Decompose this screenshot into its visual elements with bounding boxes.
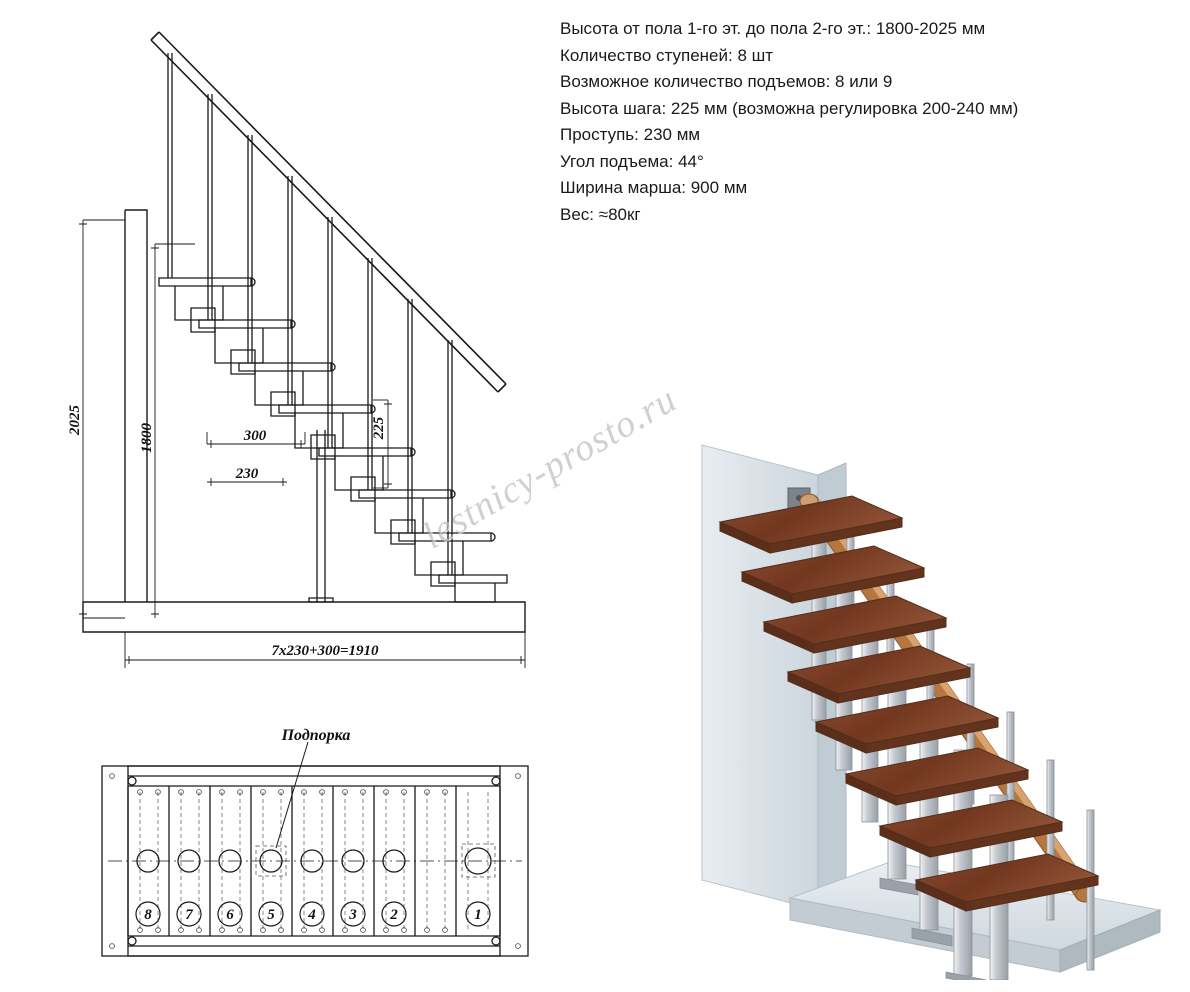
wall-line — [125, 210, 147, 602]
spec-line-width: Ширина марша: 900 мм — [560, 178, 748, 197]
callout-label-podporka: Подпорка — [281, 727, 351, 744]
floor-slab — [83, 602, 525, 632]
dim-run: 7x230+300=1910 — [271, 643, 379, 659]
elevation-drawing — [55, 20, 555, 710]
dim-riser: 225 — [371, 416, 387, 440]
spec-line-riser-height: Высота шага: 225 мм (возможна регулировка 200-240 мм) — [560, 98, 1019, 118]
dim-floor-height: 1800 — [139, 423, 155, 453]
plan-step-number: 6 — [226, 907, 234, 923]
specifications-block — [560, 16, 1180, 228]
spec-line-weight: Вес: ≈80кг — [560, 204, 641, 224]
spec-line-risers: Возможное количество подъемов: 8 или 9 — [560, 72, 893, 91]
spec-line-height: Высота от пола 1-го эт. до пола 2-го эт.: 1800-2025 мм — [560, 19, 986, 38]
plan-step-number: 7 — [185, 907, 193, 923]
dim-first-going: 300 — [243, 428, 267, 444]
dim-total-height: 2025 — [67, 405, 83, 435]
isometric-render — [640, 250, 1180, 980]
dim-going: 230 — [235, 466, 259, 482]
plan-step-number: 5 — [267, 907, 275, 923]
plan-step-number: 1 — [474, 907, 482, 923]
spec-line-angle: Угол подъема: 44° — [560, 151, 704, 171]
spec-line-steps: Количество ступеней: 8 шт — [560, 45, 774, 65]
baluster-group — [168, 53, 452, 575]
plan-step-number: 3 — [349, 907, 357, 923]
plan-step-number: 2 — [390, 907, 398, 923]
plan-drawing — [80, 720, 550, 980]
plan-step-number: 4 — [308, 907, 316, 923]
plan-step-number: 8 — [144, 907, 152, 923]
spec-line-going: Проступь: 230 мм — [560, 125, 701, 144]
watermark: lestnicy-prosto.ru — [415, 377, 684, 558]
